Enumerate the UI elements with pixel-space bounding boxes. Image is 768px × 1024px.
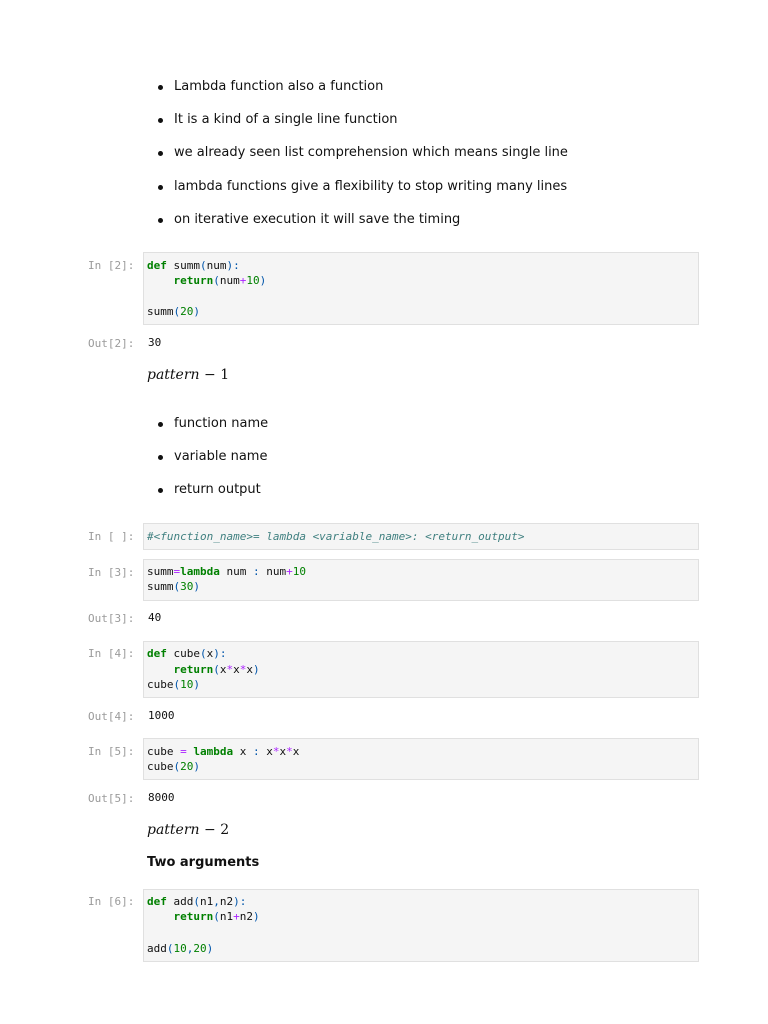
pattern-suffix: − 2 — [204, 822, 230, 838]
input-prompt: In [ ]: — [88, 530, 135, 543]
list-item: lambda functions give a flexibility to stop writing many lines — [174, 179, 568, 194]
list-item: It is a kind of a single line function — [174, 112, 398, 127]
code-line: cube(20) — [147, 760, 200, 773]
cell-output: 40 — [148, 611, 162, 624]
output-prompt: Out[3]: — [88, 612, 135, 625]
list-item: on iterative execution it will save the timing — [174, 212, 461, 227]
input-prompt: In [2]: — [88, 259, 135, 272]
code-line: return(num+10) — [173, 274, 267, 287]
output-prompt: Out[4]: — [88, 710, 135, 723]
list-item: function name — [174, 416, 269, 431]
code-line: summ(20) — [147, 305, 200, 318]
output-prompt: Out[5]: — [88, 792, 135, 805]
input-prompt: In [6]: — [88, 895, 135, 908]
pattern-1-formula — [147, 367, 229, 383]
cell-output: 1000 — [148, 709, 175, 722]
code-line: cube(10) — [147, 678, 200, 691]
code-comment: #<function_name>= lambda <variable_name>: <return_output> — [147, 530, 525, 543]
input-prompt: In [3]: — [88, 566, 135, 579]
code-line: add(10,20) — [147, 942, 214, 955]
pattern-suffix: − 1 — [204, 367, 230, 383]
list-item: return output — [174, 482, 261, 497]
cell-output: 30 — [148, 336, 162, 349]
code-line: def cube(x): — [147, 647, 227, 660]
code-line: cube = lambda x : x*x*x — [147, 745, 300, 758]
list-item: variable name — [174, 449, 268, 464]
output-prompt: Out[2]: — [88, 337, 135, 350]
pattern-word: pattern — [147, 367, 200, 383]
input-prompt: In [4]: — [88, 647, 135, 660]
code-line: def add(n1,n2): — [147, 895, 247, 908]
list-item: we already seen list comprehension which means single line — [174, 145, 568, 160]
code-line: summ(30) — [147, 580, 200, 593]
pattern-2-formula — [147, 822, 229, 838]
code-line: return(n1+n2) — [173, 910, 260, 923]
cell-output: 8000 — [148, 791, 175, 804]
two-arguments-heading: Two arguments — [147, 855, 260, 870]
input-prompt: In [5]: — [88, 745, 135, 758]
code-line: return(x*x*x) — [173, 663, 260, 676]
code-line: summ=lambda num : num+10 — [147, 565, 306, 578]
list-item: Lambda function also a function — [174, 79, 384, 94]
code-line: def summ(num): — [147, 259, 240, 272]
pattern-word: pattern — [147, 822, 200, 838]
